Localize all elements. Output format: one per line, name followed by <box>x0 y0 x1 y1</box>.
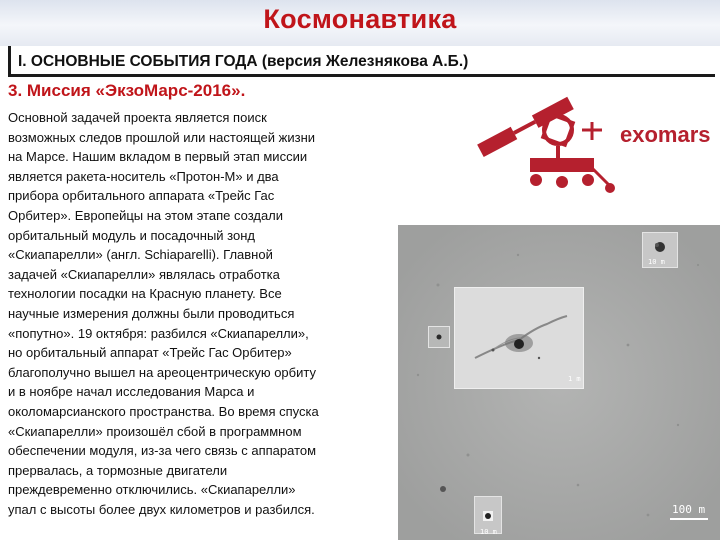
impact-crater-image <box>455 288 583 388</box>
solar-panel-right-icon <box>532 97 574 128</box>
body-line: является ракета-носитель «Протон-М» и два <box>8 168 279 184</box>
body-line: технологии посадки на Красную планету. Все <box>8 286 282 302</box>
scale-bar <box>670 518 708 520</box>
body-line: Основной задачей проекта является поиск <box>8 110 267 125</box>
body-line: прервалась, а тормозные двигатели <box>8 462 228 478</box>
body-line: преждевременно отключились. «Скиапарелли» <box>8 482 296 498</box>
impact-marker-box <box>428 326 450 348</box>
rover-body-icon <box>530 158 594 172</box>
page-title: Космонавтика <box>263 4 457 34</box>
body-line: и в ноябре начал исследования Марса и <box>8 384 255 400</box>
scale-label-small-bottom: 10 m <box>480 528 497 536</box>
body-line: возможных следов прошлой или настоящей жизни <box>8 129 316 145</box>
body-line: прибора орбитального аппарата «Трейс Гас <box>8 188 275 204</box>
scale-label-main: 100 m <box>672 503 706 516</box>
debris-spot <box>440 486 446 492</box>
body-line: благополучно вышел на ареоцентрическую орбиту <box>8 364 316 380</box>
body-line: но орбитальный аппарат «Трейс Гас Орбитер» <box>8 345 292 361</box>
body-line: «попутно». 19 октября: разбился «Скиапарелли», <box>8 325 309 341</box>
body-line: упал с высоты более двух километров и разбился. <box>8 501 315 517</box>
body-line: обеспечении модуля, из-за чего связь с аппаратом <box>8 443 317 459</box>
body-line: «Скиапарелли» произошёл сбой в программном <box>8 423 302 439</box>
section-heading: 3. Миссия «ЭкзоМарс-2016». <box>8 81 246 100</box>
body-line: орбитальный модуль и посадочный зонд <box>8 227 255 243</box>
body-text <box>8 108 396 519</box>
body-line: «Скиапарелли» (англ. Schiaparelli). Главной <box>8 247 273 263</box>
exomars-logo <box>470 84 720 202</box>
exomars-logo-graphic <box>470 84 720 202</box>
subtitle: I. ОСНОВНЫЕ СОБЫТИЯ ГОДА (версия Железнякова А.Б.) <box>18 53 469 70</box>
body-line: задачей «Скиапарелли» являлась отработка <box>8 266 280 282</box>
scale-label-big-inset: 1 m <box>568 375 581 383</box>
body-line: Орбитер». Европейцы на этом этапе создали <box>8 207 284 223</box>
body-line: научные измерения должны были проводиться <box>8 305 295 321</box>
logo-wordmark: exomars <box>620 122 711 147</box>
solar-panel-left-icon <box>477 127 517 157</box>
body-line: на Марсе. Нашим вкладом в первый этап миссии <box>8 149 308 165</box>
body-line: околомарсианского пространства. Во время спуска <box>8 403 319 419</box>
impact-crater-inset <box>454 287 584 389</box>
scale-label-small-top: 10 m <box>648 258 665 266</box>
